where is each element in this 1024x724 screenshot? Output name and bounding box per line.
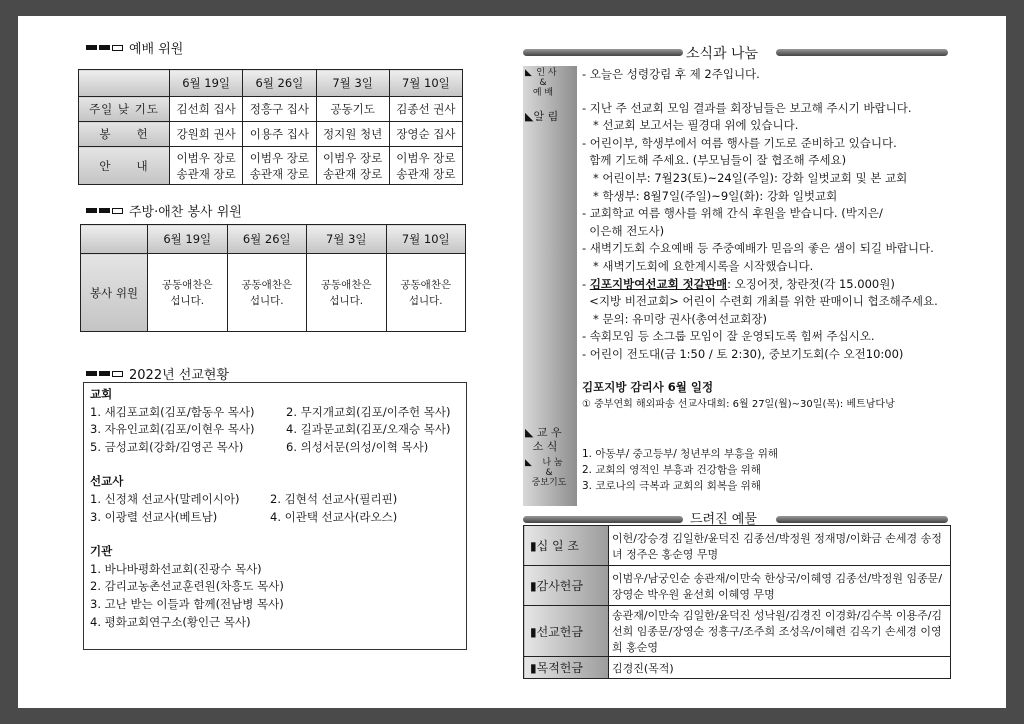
worship-greeting-tag: ◣ 인 사 & 예 배 [525, 68, 557, 98]
news-title-bar [776, 49, 948, 56]
list-item: - 김포지방여선교회 젓갈판매: 오징어젓, 창란젓(각 15.000원) [582, 276, 895, 291]
list-item: - 어린이 전도대(금 1:50 / 토 2:30), 중보기도회(수 오전10:00) [582, 346, 904, 361]
table-row: 안 내 이범우 장로 송관재 장로 이범우 장로 송관재 장로 이범우 장로 송관재 장로 이범우 장로 송관재 장로 [79, 147, 463, 185]
list-item: 3. 고난 받는 이들과 함께(전남병 목사) [90, 596, 284, 611]
date-header: 7월 10일 [386, 225, 466, 254]
table-row: 주일 낮 기도 김선희 집사 정흥구 집사 공동기도 김종선 권사 [79, 97, 463, 122]
list-item: - 교회학교 여름 행사를 위해 간식 후원을 받습니다. (박지은/ [582, 206, 883, 221]
notice-tag: ◣알 림 [525, 110, 559, 123]
table-row: ▮십 일 조 이헌/강승경 김일한/윤덕진 김종선/박정원 정재명/이화금 손세경 송정녀 정주은 홍순영 무명 [524, 526, 951, 566]
list-item: 함께 기도해 주세요. (부모님들이 잘 협조해 주세요) [582, 153, 847, 168]
list-item: - 속회모임 등 소그룹 모임이 잘 운영되도록 힘써 주십시오. [582, 329, 875, 344]
list-item: * 학생부: 8월7일(주일)~9일(화): 강화 일벗교회 [582, 188, 838, 203]
table-row: 봉 헌 강원희 권사 이용주 집사 정지원 청년 장영순 집사 [79, 122, 463, 147]
table-row: ▮목적헌금 김경진(목적) [524, 657, 951, 679]
section-marker-icon [86, 208, 123, 214]
list-item: 6. 의성서문(의성/이혁 목사) [286, 439, 429, 454]
list-item: * 선교회 보고서는 필경대 위에 있습니다. [582, 118, 799, 133]
table-corner [81, 225, 148, 254]
date-header: 7월 10일 [389, 70, 462, 97]
prayer-item: 2. 교회의 영적인 부흥과 건강함을 위해 [582, 463, 761, 476]
list-item: - 어린이부, 학생부에서 여름 행사를 기도로 준비하고 있습니다. [582, 135, 897, 150]
table-row: ▮선교헌금 송관재/이만숙 김일한/윤덕진 성낙원/김경진 이경화/김수복 이용주/김선희 임종문/장영순 정흥구/조주희 조성옥/이혜련 김옥기 손세경 이영희 홍순영 [524, 606, 951, 657]
list-item: 4. 길과문교회(김포/오재승 목사) [286, 422, 451, 437]
section-marker-icon [86, 45, 123, 51]
kitchen-section-title: 주방·애찬 봉사 위원 [86, 201, 242, 220]
missionary-list [90, 491, 460, 526]
table-corner [79, 70, 170, 97]
list-item: 5. 금성교회(강화/김영곤 목사) [90, 439, 244, 454]
news-title: 소식과 나눔 [686, 46, 759, 62]
table-row: ▮감사헌금 이범우/남궁인순 송관재/이만숙 한상국/이혜영 김종선/박정원 임종문/장영순 박우원 윤선희 이혜영 무명 [524, 566, 951, 606]
list-item: 4. 이관택 선교사(라오스) [270, 509, 398, 524]
offerings-title: 드려진 예물 [690, 512, 757, 527]
missions-box: 교회 1. 새김포교회(김포/함동우 목사) 2. 무지개교회(김포/이주헌 목사) 3. 자유인교회(김포/이현우 목사) 4. 길과문교회(김포/오재승 목사) 5. 금성교회(강화/김영곤 목사) 6. 의성서문(의성/이혁 목사) 선교사 1. 신정채 선교사(말레이시아) 2. 김현석 선교사(필리핀) 3. 이광렬 선교사(베트남) 4. 이관택 선교사(라오스) 기관 1. 바나바평화선교회(진광수 목사) 2. 감리교농촌선교훈련원(차흥도 목사) 3. 고난 받는 이들과 함께(전남병 목사) 4. 평화교회연구소(황인근 목사) [83, 382, 467, 650]
district-schedule-heading: 김포지방 감리사 6월 일정 [582, 379, 714, 394]
date-header: 7월 3일 [307, 225, 387, 254]
list-item: * 새벽기도회에 요한계시록을 시작했습니다. [582, 258, 814, 273]
list-item: - 지난 주 선교회 모임 결과를 회장님들은 보고해 주시기 바랍니다. [582, 100, 912, 115]
offerings-title-bar [776, 516, 948, 523]
list-item: 2. 감리교농촌선교훈련원(차흥도 목사) [90, 579, 284, 594]
bulletin-sheet [18, 16, 1006, 708]
kitchen-table [80, 224, 466, 332]
offerings-title-bar [523, 516, 683, 523]
list-item: 3. 이광렬 선교사(베트남) [90, 509, 218, 524]
list-item: 3. 자유인교회(김포/이현우 목사) [90, 422, 255, 437]
list-item: 1. 새김포교회(김포/함동우 목사) [90, 404, 255, 419]
list-item: - 새벽기도회 수요예배 등 주중예배가 믿음의 좋은 샘이 되길 바랍니다. [582, 241, 934, 256]
list-item: <지방 비전교회> 어린이 수련회 개최를 위한 판매이니 협조해주세요. [582, 294, 938, 309]
salt-sale-link: 김포지방여선교회 젓갈판매 [589, 276, 728, 291]
list-item: * 문의: 유미랑 권사(총여선교회장) [582, 311, 767, 326]
offerings-table [523, 525, 951, 679]
date-header: 6월 26일 [243, 70, 316, 97]
church-list [90, 404, 460, 457]
worship-table [78, 69, 463, 185]
date-header: 6월 19일 [170, 70, 243, 97]
list-item: 1. 바나바평화선교회(진광수 목사) [90, 561, 262, 576]
district-schedule-item: ① 중부연회 해외파송 선교사대회: 6월 27일(월)~30일(목): 베트남다낭 [582, 399, 895, 411]
prayer-item: 1. 아동부/ 중고등부/ 청년부의 부흥을 위해 [582, 447, 779, 460]
table-row: 봉사 위원 공동애찬은 섭니다. 공동애찬은 섭니다. 공동애찬은 섭니다. 공동애찬은 섭니다. [81, 254, 466, 332]
worship-section-title: 예배 위원 [86, 38, 183, 57]
section-marker-icon [86, 371, 123, 377]
news-title-bar [523, 49, 683, 56]
date-header: 6월 19일 [148, 225, 228, 254]
list-item: 이은해 전도사) [582, 223, 665, 238]
list-item: * 어린이부: 7월23(토)~24일(주일): 강화 일벗교회 및 본 교회 [582, 170, 908, 185]
date-header: 7월 3일 [316, 70, 389, 97]
news-body [582, 66, 962, 494]
list-item: 4. 평화교회연구소(황인근 목사) [90, 614, 251, 629]
list-item: 2. 김현석 선교사(필리핀) [270, 491, 398, 506]
missions-section-title: 2022년 선교현황 [86, 364, 229, 383]
greeting-text: - 오늘은 성령강림 후 제 2주입니다. [582, 67, 760, 81]
list-item: 1. 신정채 선교사(말레이시아) [90, 491, 240, 506]
fellowship-tag: ◣ 교 우 소 식 [525, 426, 562, 453]
prayer-tag: ◣ 나 눔 & 중보기도 [525, 458, 567, 488]
prayer-item: 3. 코로나의 극복과 교회의 회복을 위해 [582, 479, 761, 492]
list-item: 2. 무지개교회(김포/이주헌 목사) [286, 404, 451, 419]
date-header: 6월 26일 [227, 225, 307, 254]
